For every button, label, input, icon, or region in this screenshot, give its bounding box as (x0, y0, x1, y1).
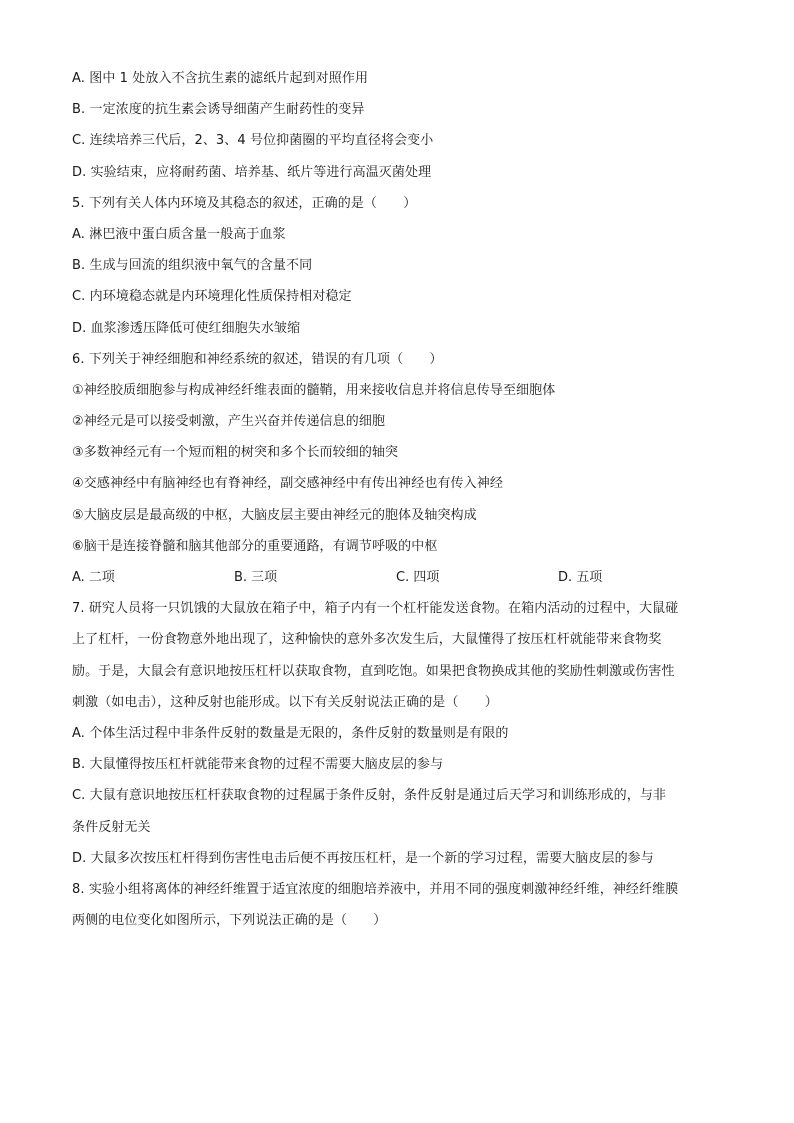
q7-option-c: C. 大鼠有意识地按压杠杆获取食物的过程属于条件反射，条件反射是通过后天学习和训练形成的，与非 (72, 788, 667, 804)
q5-option-b: B. 生成与回流的组织液中氧气的含量不同 (72, 258, 313, 274)
q7-stem-line-1: 7. 研究人员将一只饥饿的大鼠放在箱子中，箱子内有一个杠杆能发送食物。在箱内活动的过程中，大鼠碰 (72, 601, 679, 617)
q6-stem: 6. 下列关于神经细胞和神经系统的叙述，错误的有几项（ ） (72, 351, 443, 367)
q6-options-row (72, 562, 722, 593)
q4-option-c: C. 连续培养三代后，2、3、4 号位抑菌圈的平均直径将会变小 (72, 133, 434, 149)
q7-stem-line-4: 刺激（如电击），这种反射也能形成。以下有关反射说法正确的是（ ） (72, 694, 498, 710)
question-content (72, 63, 722, 936)
q7-option-c-continued: 条件反射无关 (72, 819, 151, 835)
q8-stem-line-1: 8. 实验小组将离体的神经纤维置于适宜浓度的细胞培养液中，并用不同的强度刺激神经纤维，神经纤维膜 (72, 881, 679, 897)
q7-stem-line-2: 上了杠杆，一份食物意外地出现了，这种愉快的意外多次发生后，大鼠懂得了按压杠杆就能带来食物奖 (72, 632, 662, 648)
q7-option-d: D. 大鼠多次按压杠杆得到伤害性电击后便不再按压杠杆，是一个新的学习过程，需要大脑皮层的参与 (72, 850, 654, 866)
q7-option-b: B. 大鼠懂得按压杠杆就能带来食物的过程不需要大脑皮层的参与 (72, 757, 444, 773)
q6-statement-2: ②神经元是可以接受刺激，产生兴奋并传递信息的细胞 (72, 414, 386, 430)
q7-option-a: A. 个体生活过程中非条件反射的数量是无限的，条件反射的数量则是有限的 (72, 725, 509, 741)
q4-option-a: A. 图中 1 处放入不含抗生素的滤纸片起到对照作用 (72, 71, 369, 86)
q5-stem: 5. 下列有关人体内环境及其稳态的叙述，正确的是（ ） (72, 195, 417, 211)
q6-statement-1: ①神经胶质细胞参与构成神经纤维表面的髓鞘，用来接收信息并将信息传导至细胞体 (72, 382, 556, 398)
q6-option-a: A. 二项 (72, 570, 115, 585)
q6-option-b: B. 三项 (234, 570, 278, 585)
q6-statement-3: ③多数神经元有一个短而粗的树突和多个长而较细的轴突 (72, 445, 399, 461)
q6-statement-4: ④交感神经中有脑神经也有脊神经，副交感神经中有传出神经也有传入神经 (72, 476, 503, 492)
q5-option-c: C. 内环境稳态就是内环境理化性质保持相对稳定 (72, 289, 352, 305)
q5-option-a: A. 淋巴液中蛋白质含量一般高于血浆 (72, 226, 286, 242)
q8-stem-line-2: 两侧的电位变化如图所示，下列说法正确的是（ ） (72, 913, 387, 929)
q7-stem-line-3: 励。于是，大鼠会有意识地按压杠杆以获取食物，直到吃饱。如果把食物换成其他的奖励性刺激或伤害性 (72, 663, 675, 679)
q6-statement-5: ⑤大脑皮层是最高级的中枢，大脑皮层主要由神经元的胞体及轴突构成 (72, 507, 477, 523)
q6-statement-6: ⑥脑干是连接脊髓和脑其他部分的重要通路，有调节呼吸的中枢 (72, 538, 438, 554)
q4-option-b: B. 一定浓度的抗生素会诱导细菌产生耐药性的变异 (72, 102, 365, 118)
q6-option-c: C. 四项 (396, 570, 440, 585)
q6-option-d: D. 五项 (558, 570, 603, 585)
q4-option-d: D. 实验结束，应将耐药菌、培养基、纸片等进行高温灭菌处理 (72, 164, 432, 180)
q5-option-d: D. 血浆渗透压降低可使红细胞失水皱缩 (72, 320, 301, 336)
